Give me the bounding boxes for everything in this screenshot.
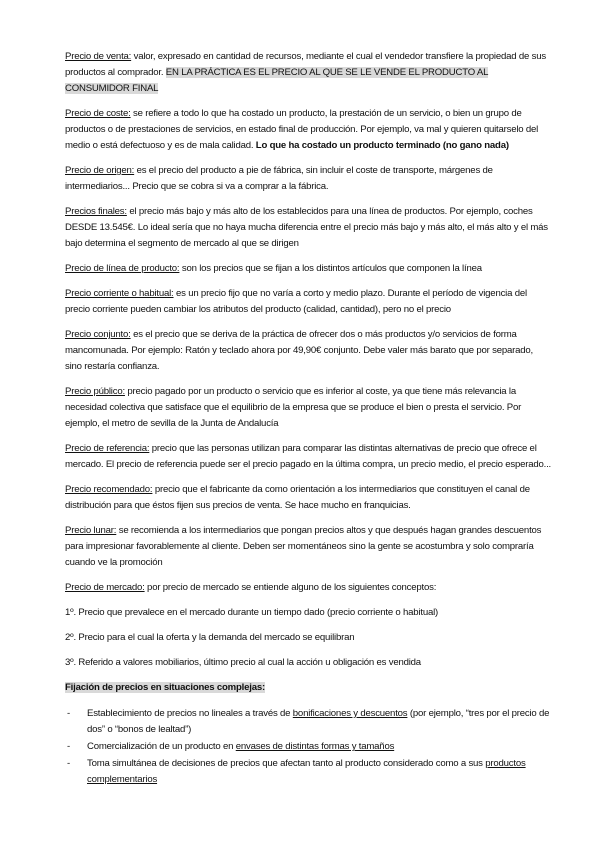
list-item-text — [87, 739, 552, 755]
market-price-item-3: 3º. Referido a valores mobiliarios, último precio al cual la acción u obligación es vendida — [65, 657, 421, 668]
definition-text: se refiere a todo lo que ha costado un producto, la prestación de un servicio, o bien un grupo de productos o de prestaciones de servicios, en estado final de producción. Por ejemplo, va mal y quieren quitarselo del medio o está defectuoso y es de mala calidad. — [65, 108, 539, 151]
highlighted-note: EN LA PRÁCTICA ES EL PRECIO AL QUE SE LE VENDE EL PRODUCTO AL CONSUMIDOR FINAL — [65, 67, 489, 94]
definition-precio-de-venta — [65, 49, 552, 97]
definition-precio-de-linea-de-producto — [65, 261, 552, 277]
definition-term: Precio de línea de producto: — [65, 263, 180, 274]
definition-term: Precio de coste: — [65, 108, 131, 119]
definition-precios-finales — [65, 204, 552, 252]
definition-text: precio pagado por un producto o servicio que es inferior al coste, ya que tiene más relevancia la necesidad colectiva que satisface que el equilibrio de la empresa que se produce el bien o presta el servicio. Por ejemplo, el metro de sevilla de la Junta de Andalucía — [65, 386, 522, 429]
definition-precio-de-mercado — [65, 580, 552, 596]
definition-text: se recomienda a los intermediarios que pongan precios altos y que después hagan grandes descuentos para impresionar favorablemente al cliente. Deben ser momentáneos sino la gente se acostumbra y solo compraría cuando ve la promoción — [65, 525, 542, 568]
definition-term: Precio de venta: — [65, 51, 132, 62]
underlined-phrase: productos complementarios — [87, 758, 526, 785]
definition-term: Precio público: — [65, 386, 125, 397]
list-item — [65, 756, 552, 788]
definition-precio-recomendado — [65, 482, 552, 514]
list-item-text-start: Comercialización de un producto en — [87, 741, 236, 752]
bold-note: Lo que ha costado un producto terminado (no gano nada) — [255, 140, 509, 151]
definition-text: son los precios que se fijan a los distintos artículos que componen la línea — [179, 263, 482, 274]
definition-term: Precio de referencia: — [65, 443, 150, 454]
definition-text: por precio de mercado se entiende alguno de los siguientes conceptos: — [144, 582, 437, 593]
market-price-item-1: 1º. Precio que prevalece en el mercado durante un tiempo dado (precio corriente o habitual) — [65, 607, 439, 618]
section-heading — [65, 680, 552, 696]
definition-term: Precios finales: — [65, 206, 127, 217]
list-item-text-end: (por ejemplo, “tres por el precio de dos” o “bonos de lealtad”) — [87, 708, 550, 735]
definition-precio-de-origen — [65, 163, 552, 195]
definition-precio-conjunto — [65, 327, 552, 375]
definition-precio-de-coste — [65, 106, 552, 154]
market-price-item-2: 2º. Precio para el cual la oferta y la demanda del mercado se equilibran — [65, 632, 355, 643]
bullet-dash: - — [67, 708, 70, 719]
list-item-text — [87, 756, 552, 788]
document-body — [65, 49, 552, 789]
definition-term: Precio corriente o habitual: — [65, 288, 174, 299]
definition-text: precio que las personas utilizan para comparar las distintas alternativas de precio que ofrece el mercado. El precio de referencia puede ser el precio pagado en la última compra, un precio medio, el precio esperado... — [65, 443, 552, 470]
bullet-dash: - — [67, 741, 70, 752]
complex-pricing-list — [65, 706, 552, 788]
definition-precio-corriente — [65, 286, 552, 318]
definition-text: es el precio que se deriva de la práctica de ofrecer dos o más productos y/o servicios de forma mancomunada. Por ejemplo: Ratón y teclado ahora por 49,90€ conjunto. Debe valer más barato que por separado, sino restaría confianza. — [65, 329, 533, 372]
underlined-phrase: envases de distintas formas y tamaños — [235, 741, 395, 752]
underlined-phrase: bonificaciones y descuentos — [292, 708, 408, 719]
definition-term: Precio de mercado: — [65, 582, 145, 593]
definition-term: Precio lunar: — [65, 525, 117, 536]
definition-term: Precio recomendado: — [65, 484, 153, 495]
section-heading-text: Fijación de precios en situaciones complejas: — [65, 682, 265, 693]
bullet-dash: - — [67, 758, 70, 769]
definition-precio-lunar — [65, 523, 552, 571]
definition-text: el precio más bajo y más alto de los establecidos para una línea de productos. Por ejemplo, coches DESDE 13.545€. Lo ideal sería que no haya mucha diferencia entre el precio más bajo y más alto, el más alto y el más bajo determina el segmento de mercado al que se dirigen — [65, 206, 548, 249]
definition-term: Precio conjunto: — [65, 329, 131, 340]
definition-text: valor, expresado en cantidad de recursos, mediante el cual el vendedor transfiere la propiedad de sus productos al comprador. — [65, 51, 546, 78]
definition-term: Precio de origen: — [65, 165, 135, 176]
list-item — [65, 739, 552, 755]
definition-text: es un precio fijo que no varía a corto y medio plazo. Durante el período de vigencia del precio corriente pueden cambiar los atributos del producto (calidad, cantidad), pero no el precio — [65, 288, 527, 315]
list-item — [65, 706, 552, 738]
list-item-text-start: Toma simultánea de decisiones de precios que afectan tanto al producto considerado como a sus — [87, 758, 486, 769]
list-item-text-start: Establecimiento de precios no lineales a través de — [87, 708, 293, 719]
definition-precio-de-referencia — [65, 441, 552, 473]
definition-text: es el precio del producto a pie de fábrica, sin incluir el coste de transporte, márgenes de intermediarios... Precio que se cobra si va a comprar a la fábrica. — [65, 165, 493, 192]
definition-precio-publico — [65, 384, 552, 432]
definition-text: precio que el fabricante da como orientación a los intermediarios que constituyen el canal de distribución para que éstos fijen sus precios de venta. Se hace mucho en franquicias. — [65, 484, 530, 511]
list-item-text — [87, 706, 552, 738]
